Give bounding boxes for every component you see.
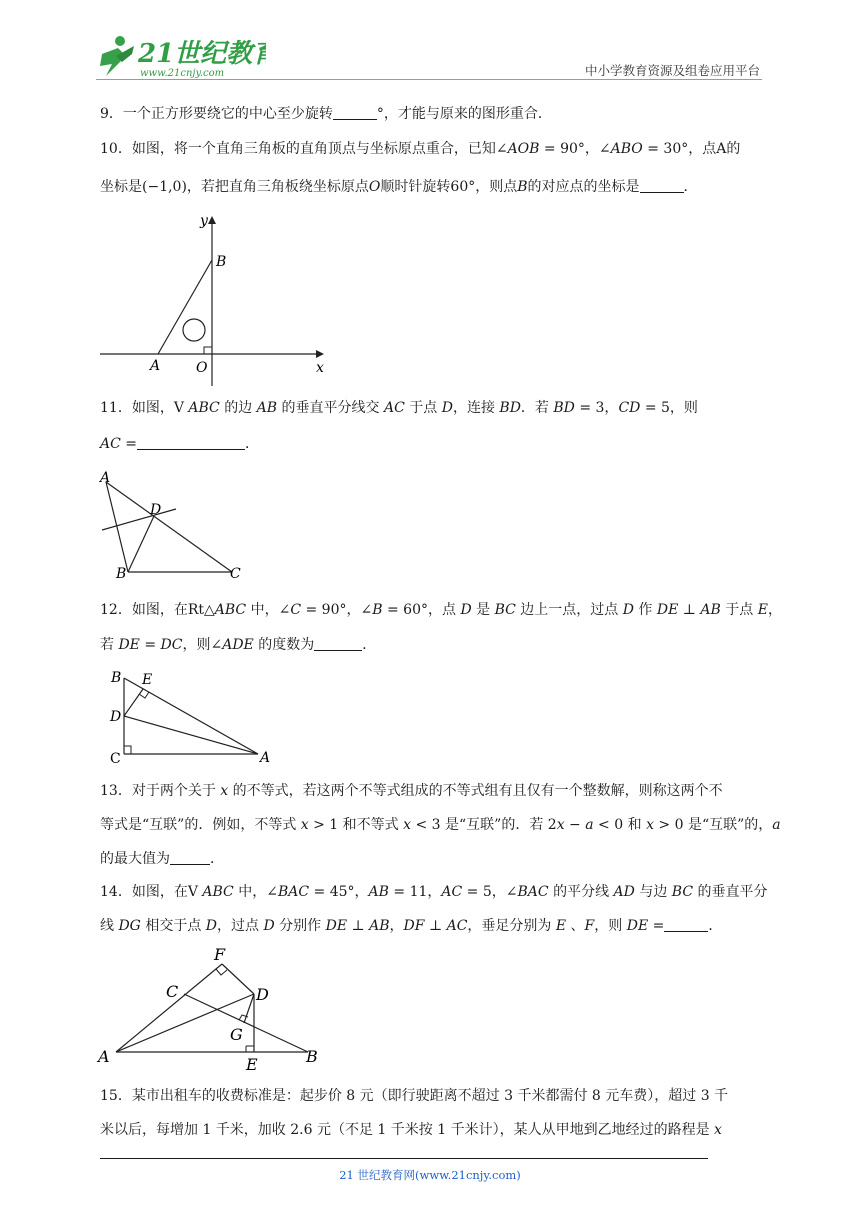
point-label-d: D: [256, 985, 269, 1004]
point-label-e: E: [142, 672, 153, 688]
answer-blank: [137, 435, 245, 450]
question-text: °，才能与原来的图形重合．: [376, 106, 552, 122]
platform-tagline: 中小学教育资源及组卷应用平台: [584, 63, 760, 78]
question-15-line-2: 米以后，每增加 1 千米，加收 2.6 元（不足 1 千米按 1 千米计），某人从甲地到乙地经过的路程是 x: [100, 1122, 722, 1138]
logo-url: www.21cnjy.com: [140, 68, 225, 79]
answer-blank: [333, 105, 377, 120]
point-label-c: C: [166, 982, 179, 1001]
answer-blank: [640, 178, 684, 193]
question-15-line-1: 15．某市出租车的收费标准是：起步价 8 元（即行驶距离不超过 3 千米都需付 8 元车费），超过 3 千: [100, 1088, 729, 1104]
point-label-a: A: [98, 1047, 110, 1066]
answer-blank: [664, 917, 708, 932]
figure-q14-triangle: [92, 942, 332, 1072]
site-logo: [96, 34, 266, 80]
point-label-d: D: [150, 502, 162, 518]
point-label-c: C: [110, 751, 121, 767]
question-11-line-1: 11．如图，V ABC 的边 AB 的垂直平分线交 AC 于点 D，连接 BD．若 BD = 3，CD = 5，则: [100, 400, 698, 416]
point-label-o: O: [196, 360, 208, 376]
question-9: [100, 102, 766, 126]
axis-label-y: y: [200, 213, 208, 229]
question-13-line-3: 的最大值为 ．: [100, 851, 224, 867]
point-label-e: E: [246, 1055, 258, 1072]
answer-blank: [170, 850, 210, 865]
runner-logo-icon: [100, 36, 134, 76]
point-label-d: D: [110, 709, 122, 725]
point-label-b: B: [116, 566, 127, 582]
footer-site-link[interactable]: 21 世纪教育网(www.21cnjy.com): [339, 1168, 521, 1182]
question-text: 一个正方形要绕它的中心至少旋转: [122, 106, 333, 122]
logo-title: 21世纪教育: [138, 39, 266, 69]
question-number: 9．: [100, 106, 123, 122]
axis-label-x: x: [316, 360, 324, 376]
question-14-line-2: 线 DG 相交于点 D，过点 D 分别作 DE ⊥ AB，DF ⊥ AC，垂足分别为 E 、F，则 DE = ．: [100, 918, 723, 934]
question-11-line-2: AC = ．: [100, 436, 260, 452]
point-label-a: A: [260, 750, 271, 766]
point-label-c: C: [230, 566, 241, 582]
figure-q10-coordinate-plane: [96, 210, 336, 390]
header-divider: [96, 79, 762, 80]
point-label-b: B: [111, 670, 122, 686]
point-label-b: B: [216, 254, 227, 270]
point-label-a: A: [100, 470, 111, 486]
question-13-line-2: 等式是“互联”的．例如，不等式 x > 1 和不等式 x < 3 是“互联”的．若 2x − a < 0 和 x > 0 是“互联”的，a: [100, 817, 781, 833]
footer-divider: [100, 1158, 708, 1159]
point-label-b: B: [306, 1047, 318, 1066]
question-14-line-1: 14．如图，在V ABC 中，∠BAC = 45°，AB = 11，AC = 5，∠BAC 的平分线 AD 与边 BC 的垂直平分: [100, 884, 768, 900]
answer-blank: [314, 636, 362, 651]
question-13-line-1: 13．对于两个关于 x 的不等式，若这两个不等式组成的不等式组有且仅有一个整数解，则称这两个不: [100, 783, 723, 799]
question-10-line-1: 10．如图，将一个直角三角板的直角顶点与坐标原点重合，已知∠AOB = 90°，∠ABO = 30°，点A的: [100, 141, 741, 157]
point-label-f: F: [214, 945, 226, 964]
point-label-g: G: [230, 1025, 243, 1044]
question-12-line-2: 若 DE = DC，则∠ADE 的度数为 ．: [100, 637, 377, 653]
question-10-line-2: 坐标是(−1,0)，若把直角三角板绕坐标原点O顺时针旋转60°，则点B的对应点的坐标是 ．: [100, 179, 698, 195]
question-12-line-1: 12．如图，在Rt△ABC 中，∠C = 90°，∠B = 60°，点 D 是 BC 边上一点，过点 D 作 DE ⊥ AB 于点 E，: [100, 602, 782, 618]
point-label-a: A: [150, 358, 161, 374]
figure-q11-triangle: [96, 466, 256, 584]
figure-q12-right-triangle: [100, 664, 280, 770]
